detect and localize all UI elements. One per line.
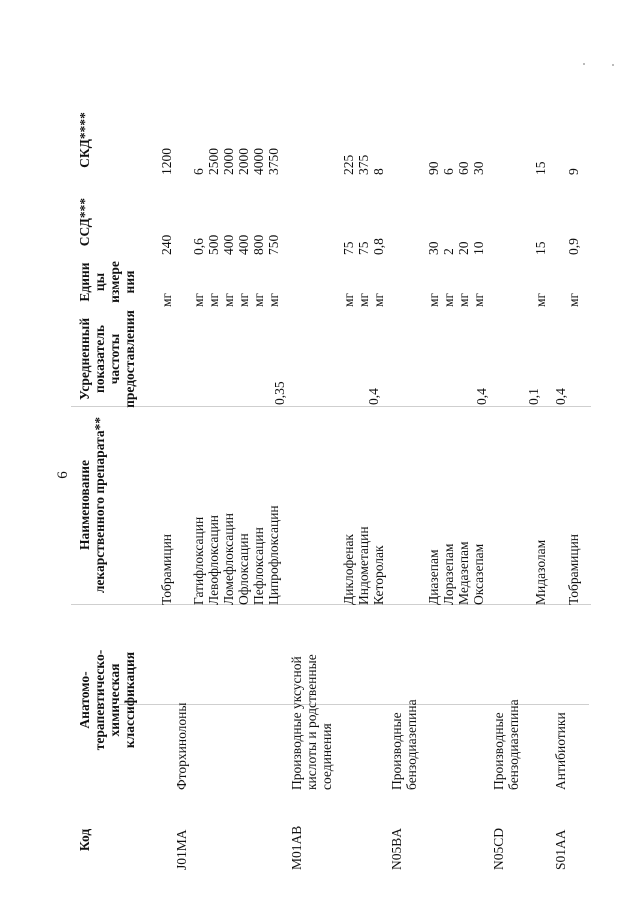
ssd-value: 20 <box>456 241 471 255</box>
drug-name: Пефлоксацин <box>251 527 266 605</box>
atc-classification-line: бензодиазепина <box>404 699 419 790</box>
drug-table <box>59 85 599 875</box>
frequency-value: 0,4 <box>553 388 568 405</box>
ssd-value: 750 <box>266 234 281 255</box>
scan-speck <box>612 64 614 66</box>
ssd-value: 75 <box>341 241 356 255</box>
atc-code: N05BA <box>389 827 404 870</box>
drug-name: Тобрамицин <box>159 533 174 605</box>
skd-value: 8 <box>371 168 386 175</box>
drug-name: Гатифлоксацин <box>191 516 206 605</box>
ssd-value: 2 <box>441 248 456 255</box>
ssd-value: 15 <box>533 241 548 255</box>
drug-name: Диазепам <box>426 549 441 605</box>
drug-name: Тобрамицин <box>566 533 581 605</box>
atc-classification-line: Производные <box>389 712 404 790</box>
ssd-value: 10 <box>471 241 486 255</box>
header-ssd: ССД*** <box>77 197 92 247</box>
drug-name: Оксазепам <box>471 543 486 605</box>
unit-value: мг <box>341 292 356 307</box>
unit-value: мг <box>236 292 251 307</box>
skd-value: 3750 <box>266 148 281 175</box>
skd-value: 2000 <box>221 148 236 175</box>
unit-value: мг <box>441 292 456 307</box>
unit-value: мг <box>159 292 174 307</box>
drug-name: Кеторолак <box>371 545 386 605</box>
atc-classification-line: Производные уксусной <box>289 656 304 790</box>
ssd-value: 400 <box>236 234 251 255</box>
frequency-value: 0,35 <box>272 381 287 405</box>
atc-classification-line: бензодиазепина <box>506 699 521 790</box>
skd-value: 15 <box>533 161 548 175</box>
ssd-value: 0,6 <box>191 238 206 255</box>
atc-code: N05CD <box>491 827 506 870</box>
skd-value: 4000 <box>251 148 266 175</box>
atc-classification-line: соединения <box>319 723 334 790</box>
frequency-value: 0,1 <box>526 388 541 405</box>
skd-value: 375 <box>356 154 371 175</box>
drug-name: Лоразепам <box>441 543 456 605</box>
ssd-value: 240 <box>159 234 174 255</box>
unit-value: мг <box>251 292 266 307</box>
header-unit: Едини цы измере ния <box>77 261 137 303</box>
skd-value: 6 <box>441 168 456 175</box>
unit-value: мг <box>191 292 206 307</box>
header-drug-name: Наименование лекарственного препарата** <box>77 416 107 594</box>
unit-value: мг <box>456 292 471 307</box>
skd-value: 9 <box>566 168 581 175</box>
unit-value: мг <box>221 292 236 307</box>
drug-name: Индометацин <box>356 526 371 605</box>
atc-classification: Антибиотики <box>553 712 568 790</box>
atc-classification-line: кислоты и родственные <box>304 654 319 790</box>
ssd-value: 75 <box>356 241 371 255</box>
frequency-value: 0,4 <box>474 388 489 405</box>
ssd-value: 0,9 <box>566 238 581 255</box>
ssd-value: 0,8 <box>371 238 386 255</box>
page-number: 6 <box>54 471 71 479</box>
ssd-value: 400 <box>221 234 236 255</box>
unit-value: мг <box>266 292 281 307</box>
frequency-value: 0,4 <box>366 388 381 405</box>
drug-name: Офлоксацин <box>236 533 251 605</box>
column-rule <box>71 406 591 407</box>
skd-value: 30 <box>471 161 486 175</box>
unit-value: мг <box>371 292 386 307</box>
header-skd: СКД**** <box>77 112 92 168</box>
drug-name: Мидазолам <box>533 539 548 605</box>
atc-code: J01MA <box>174 829 189 870</box>
drug-name: Ломефлоксацин <box>221 513 236 605</box>
atc-code: S01AA <box>553 829 568 870</box>
header-code: Код <box>77 828 92 852</box>
skd-value: 1200 <box>159 148 174 175</box>
scan-speck <box>583 63 585 65</box>
skd-value: 2000 <box>236 148 251 175</box>
drug-name: Медазепам <box>456 541 471 605</box>
unit-value: мг <box>533 292 548 307</box>
drug-name: Левофлоксацин <box>206 514 221 605</box>
column-rule <box>71 604 591 605</box>
unit-value: мг <box>206 292 221 307</box>
skd-value: 90 <box>426 161 441 175</box>
ssd-value: 30 <box>426 241 441 255</box>
unit-value: мг <box>426 292 441 307</box>
skd-value: 225 <box>341 154 356 175</box>
header-frequency: Усредненный показатель частоты предоставления <box>77 310 137 408</box>
unit-value: мг <box>356 292 371 307</box>
drug-name: Диклофенак <box>341 534 356 605</box>
skd-value: 2500 <box>206 148 221 175</box>
atc-code: M01AB <box>289 825 304 870</box>
ssd-value: 800 <box>251 234 266 255</box>
drug-name: Ципрофлоксацин <box>266 505 281 605</box>
unit-value: мг <box>471 292 486 307</box>
header-atc: Анатомо- терапевтическо- химическая классификация <box>77 649 137 751</box>
skd-value: 60 <box>456 161 471 175</box>
ssd-value: 500 <box>206 234 221 255</box>
unit-value: мг <box>566 292 581 307</box>
atc-classification-line: Производные <box>491 712 506 790</box>
atc-classification: Фторхинолоны <box>174 702 189 790</box>
skd-value: 6 <box>191 168 206 175</box>
